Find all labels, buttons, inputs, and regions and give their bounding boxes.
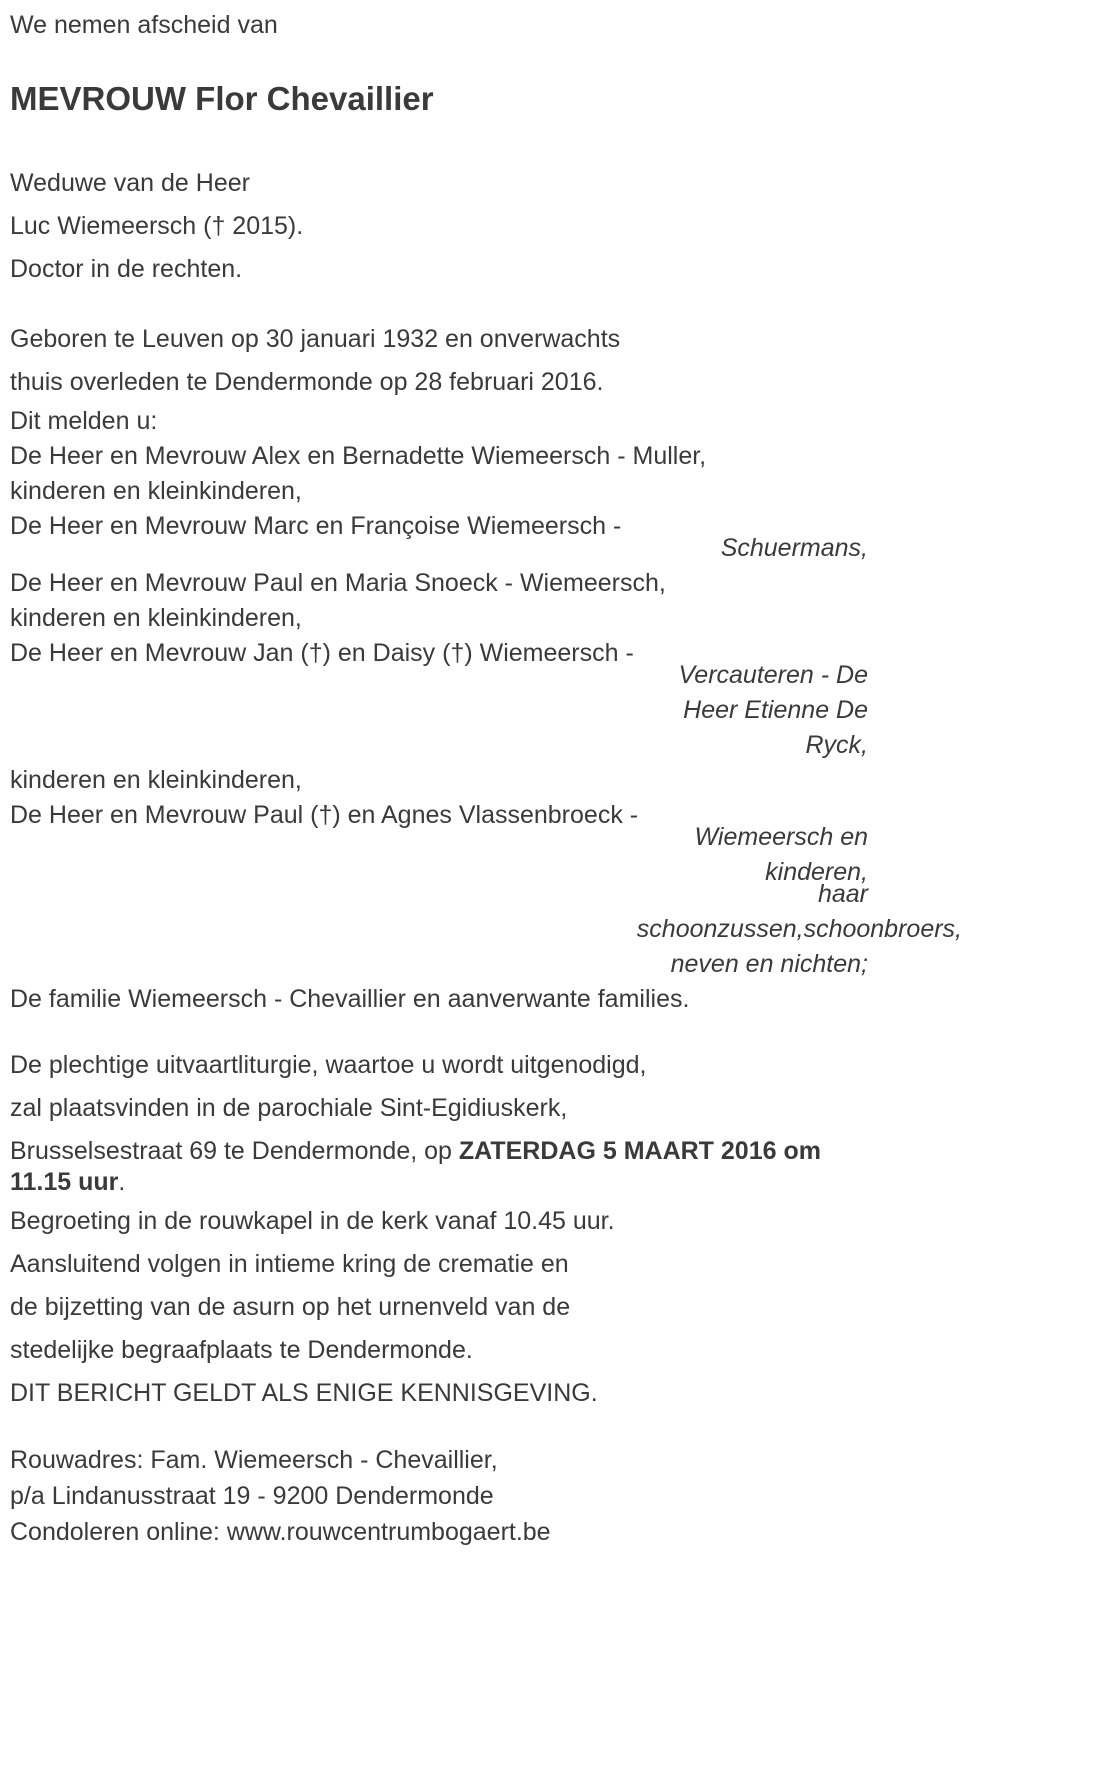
life-dates-section <box>10 318 1097 404</box>
family-line-jan-continuation-1: Vercauteren - De <box>678 661 868 689</box>
relatives-line-1: haar <box>817 880 868 908</box>
relation-section <box>10 162 1097 291</box>
announcement-intro: Dit melden u: <box>10 407 158 435</box>
condolence-online-line: Condoleren online: www.rouwcentrumbogaert.be <box>10 1518 551 1546</box>
ceremony-greeting-line: Begroeting in de rouwkapel in de kerk vanaf 10.45 uur. <box>10 1207 615 1235</box>
relation-line-widow: Weduwe van de Heer <box>10 169 250 197</box>
deceased-name: MEVROUW Flor Chevaillier <box>10 80 434 117</box>
family-line-marc-continuation: Schuermans, <box>720 534 868 562</box>
mourning-address-line-1: Rouwadres: Fam. Wiemeersch - Chevaillier, <box>10 1446 498 1474</box>
family-line-jan-continuation-3: Ryck, <box>805 731 868 759</box>
death-line: thuis overleden te Dendermonde op 28 februari 2016. <box>10 368 604 396</box>
family-line-couple-paul-vlassenbroeck: De Heer en Mevrouw Paul (†) en Agnes Vlassenbroeck - <box>10 801 639 829</box>
opening-line: We nemen afscheid van <box>10 11 278 39</box>
family-section <box>10 404 1097 1017</box>
ceremony-line-2: zal plaatsvinden in de parochiale Sint-Egidiuskerk, <box>10 1094 568 1122</box>
family-line-couple-marc: De Heer en Mevrouw Marc en Françoise Wiemeersch - <box>10 512 622 540</box>
ceremony-date-bold: ZATERDAG 5 MAART 2016 om <box>458 1137 821 1165</box>
family-line-children-1: kinderen en kleinkinderen, <box>10 477 302 505</box>
ceremony-cremation-line-3: stedelijke begraafplaats te Dendermonde. <box>10 1336 473 1364</box>
ceremony-time-period: . <box>118 1168 126 1196</box>
family-line-couple-alex: De Heer en Mevrouw Alex en Bernadette Wiemeersch - Muller, <box>10 442 707 470</box>
family-line-paul-continuation-1: Wiemeersch en <box>694 823 868 851</box>
notice-line: DIT BERICHT GELDT ALS ENIGE KENNISGEVING. <box>10 1379 598 1407</box>
family-closing-line: De familie Wiemeersch - Chevaillier en aanverwante families. <box>10 985 690 1013</box>
birth-line: Geboren te Leuven op 30 januari 1932 en onverwachts <box>10 325 621 353</box>
ceremony-time-bold: 11.15 uur <box>10 1168 119 1196</box>
ceremony-cremation-line-1: Aansluitend volgen in intieme kring de crematie en <box>10 1250 569 1278</box>
ceremony-cremation-line-2: de bijzetting van de asurn op het urnenveld van de <box>10 1293 571 1321</box>
family-line-jan-continuation-2: Heer Etienne De <box>683 696 868 724</box>
family-line-paul-continuation-2: kinderen, <box>765 858 868 886</box>
family-line-couple-jan: De Heer en Mevrouw Jan (†) en Daisy (†) Wiemeersch - <box>10 639 634 667</box>
contact-section <box>10 1442 1097 1550</box>
relatives-line-2: schoonzussen,schoonbroers, <box>636 915 962 943</box>
mourning-address-line-2: p/a Lindanusstraat 19 - 9200 Dendermonde <box>10 1482 494 1510</box>
relatives-line-3: neven en nichten; <box>670 950 868 978</box>
relation-line-doctor: Doctor in de rechten. <box>10 255 243 283</box>
ceremony-location-text: Brusselsestraat 69 te Dendermonde, op <box>10 1137 459 1165</box>
family-line-children-2: kinderen en kleinkinderen, <box>10 604 302 632</box>
family-line-couple-paul-snoeck: De Heer en Mevrouw Paul en Maria Snoeck - Wiemeersch, <box>10 569 666 597</box>
ceremony-line-1: De plechtige uitvaartliturgie, waartoe u wordt uitgenodigd, <box>10 1051 647 1079</box>
ceremony-section <box>10 1044 1097 1415</box>
family-line-children-3: kinderen en kleinkinderen, <box>10 766 302 794</box>
relation-line-spouse: Luc Wiemeersch († 2015). <box>10 212 304 240</box>
